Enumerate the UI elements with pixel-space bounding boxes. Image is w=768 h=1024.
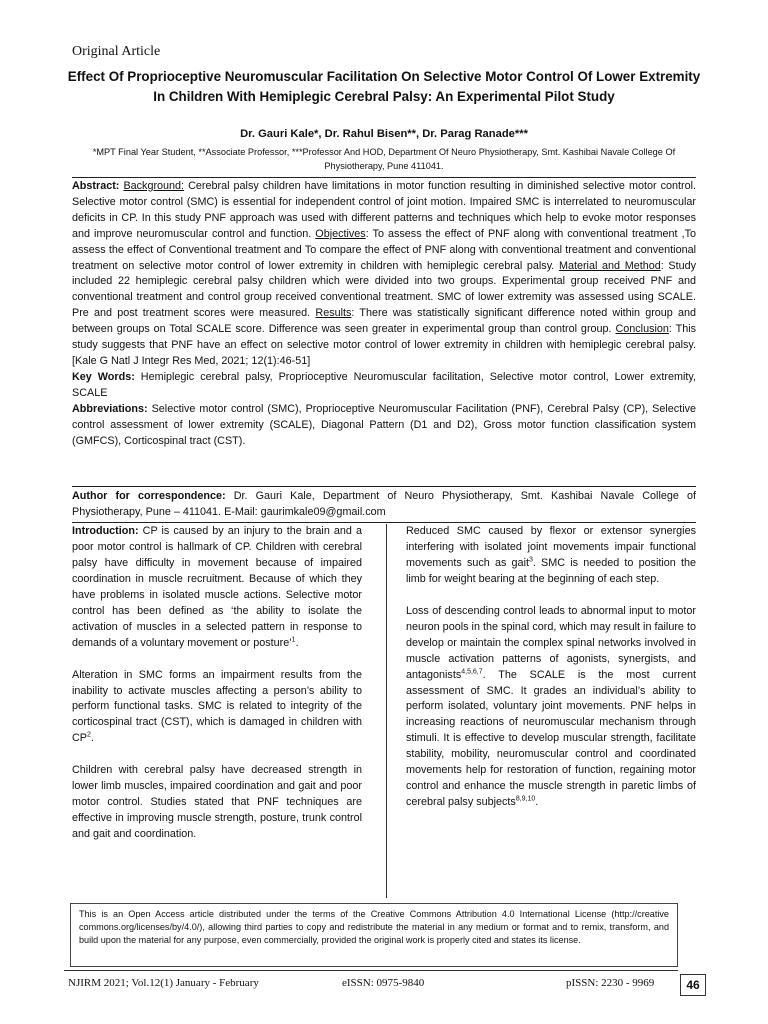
keywords-label: Key Words: <box>72 370 135 383</box>
citation-ref: 8,9,10 <box>515 795 536 803</box>
citation-ref: 2 <box>87 731 91 739</box>
footer-eissn: eISSN: 0975-9840 <box>342 977 425 989</box>
results-text: : There was statistically significant difference noted within group and between groups on Total SCALE score. Difference was seen greater in experimental group than control group. <box>72 307 697 336</box>
objectives-text: : To assess the effect of PNF along with conventional treatment ,To assess the effect of Conventional treatment and To compare the effect of PNF along with conventional treatment and conventional treatment on selective motor control of lower extremity in children with hemiplegic cerebral palsy. <box>72 227 696 272</box>
page-footer <box>64 970 704 996</box>
abbreviations-label: Abbreviations: <box>72 402 148 415</box>
license-box <box>70 903 678 967</box>
method-label: Material and Method <box>558 259 661 272</box>
method-text: : Study included 22 hemiplegic cerebral palsy children which were divided into two groups. Experimental group received PNF and conventional treatment and control group received conventional treatment. SMC of lower extremity was assessed using SCALE. Pre and post treatment scores were measured. <box>72 259 696 320</box>
article-title: Effect Of Proprioceptive Neuromuscular Facilitation On Selective Motor Control Of Lower Extremity In Children With Hemiplegic Cerebral Palsy: An Experimental Pilot Study <box>67 69 701 104</box>
body-column-left: Introduction: CP is caused by an injury to the brain and a poor motor control is hallmark of CP. Children with cerebral palsy have difficulty in movement because of impaired coordination in muscle recruitment. Because of which they have problems in isolated muscle actions. Selective motor control has been defined as ‘the ability to isolate the activation of muscles in a selected pattern in response to demands of a voluntary movement or posture’$^1$. Alteration in SMC forms an impairment results from the inability to activate muscles affecting a person’s ability to perform functional tasks. SMC is related to integrity of the corticospinal tract (CST), which is damaged in children with $CP^2$. Children with cerebral palsy have decreased strength in lower limb muscles, impaired coordination and gait and poor motor control. Studies stated that PNF techniques are effective in improving muscle strength, posture, trunk control and gait and coordination. <box>72 525 362 841</box>
right-paragraph-1-tail: . SMC is needed to position the limb for weight bearing at the beginning of each step. <box>406 556 697 585</box>
page-number: 46 <box>680 974 706 996</box>
citation-ref: 3 <box>528 556 533 564</box>
conclusion-label: Conclusion <box>615 323 669 336</box>
results-label: Results <box>315 307 352 320</box>
background-label: Background: <box>123 180 185 192</box>
column-divider <box>386 524 387 898</box>
citation-ref: 4,5,6,7 <box>461 667 483 675</box>
background-text: Cerebral palsy children have limitations in motor function resulting in diminished selective motor control. Selective motor control (SMC) is essential for independent control of joint motion. Impaired SMC is interrelated to neuromuscular deficits in CP. In this study PNF approach was used with different patterns and techniques which help to evoke motor responses and improve neuromuscular control and function. <box>72 180 696 240</box>
correspondence-label: Author for correspondence: <box>72 490 226 502</box>
abstract <box>72 179 696 449</box>
abbreviations-text: Selective motor control (SMC), Proprioceptive Neuromuscular Facilitation (PNF), Cerebral Palsy (CP), Selective control assessment of lower extremity (SCALE), Diagonal Pattern (D1 and D2), Gross motor function classification system (GMFCS), Corticospinal tract (CST). <box>72 402 696 447</box>
introduction-label: Introduction: <box>72 525 139 537</box>
keywords-text: Hemiplegic cerebral palsy, Proprioceptive Neuromuscular facilitation, Selective motor control, Lower extremity, SCALE <box>72 370 696 399</box>
correspondence-text: Dr. Gauri Kale, Department of Neuro Physiotherapy, Smt. Kashibai Navale College of Physiotherapy, Pune – 411041. E-Mail: gaurimkale09@gmail.com <box>72 490 696 518</box>
divider-body <box>72 522 696 523</box>
footer-journal: NJIRM 2021; Vol.12(1) January - February <box>68 977 259 989</box>
body-column-right: Reduced SMC caused by flexor or extensor synergies interfering with isolated joint movements impair functional movements such as gait$^3$. SMC is needed to position the limb for weight bearing at the beginning of each step. Loss of descending control leads to abnormal input to motor neuron pools in the spinal cord, which may result in failure to develop or maintain the complex spinal networks involved in muscle activation patterns of agonists, synergists, and antagonists$^{4,5,6,7}$. The SCALE is the most current assessment of SMC. It grades an individual’s ability to perform isolated, voluntary joint movements. PNF helps in increasing reactions of neuromuscular mechanism through stimuli. It is effective to develop muscular strength, facilitate stability, mobility, neuromuscular control and coordinated movements help for restoration of function, regaining motor control and enhance the muscle strength in paretic limbs of cerebral palsy subjects$^{8,9,10}$. <box>406 525 697 809</box>
footer-rule <box>64 970 678 971</box>
intro-paragraph-3: Children with cerebral palsy have decreased strength in lower limb muscles, impaired coordination and gait and poor motor control. Studies stated that PNF techniques are effective in improving muscle strength, posture, trunk control and gait and coordination. <box>72 764 362 841</box>
conclusion-text: : This study suggests that PNF have an effect on selective motor control of lower extremity in children with hemiplegic cerebral palsy. [Kale G Natl J Integr Res Med, 2021; 12(1):46-51] <box>72 323 696 367</box>
footer-pissn: pISSN: 2230 - 9969 <box>566 977 655 989</box>
right-paragraph-2: Loss of descending control leads to abnormal input to motor neuron pools in the spinal cord, which may result in failure to develop or maintain the complex spinal networks involved in muscle activation patterns of agonists, synergists, and antagonists <box>406 604 696 681</box>
divider-top <box>72 177 696 178</box>
abstract-label: Abstract: <box>72 180 120 192</box>
article-affiliation: *MPT Final Year Student, **Associate Professor, ***Professor And HOD, Department Of Neuro Physiotherapy, Smt. Kashibai Navale College Of Physiotherapy, Pune 411041. <box>92 147 676 171</box>
article-authors: Dr. Gauri Kale*, Dr. Rahul Bisen**, Dr. Parag Ranade*** <box>240 128 528 140</box>
correspondence <box>72 489 696 521</box>
objectives-label: Objectives <box>315 227 366 240</box>
right-paragraph-2-tail: . The SCALE is the most current assessment of SMC. It grades an individual’s ability to perform isolated, voluntary joint movements. PNF helps in increasing reactions of neuromuscular mechanism through stimuli. It is effective to develop muscular strength, facilitate stability, mobility, neuromuscular control and coordinated movements help for restoration of function, regaining motor control and enhance the muscle strength in paretic limbs of cerebral palsy subjects <box>406 668 696 809</box>
citation-ref: 1 <box>291 636 296 644</box>
right-paragraph-1: Reduced SMC caused by flexor or extensor synergies interfering with isolated joint movements impair functional movements such as gait <box>406 525 696 569</box>
intro-paragraph-2: Alteration in SMC forms an impairment results from the inability to activate muscles affecting a person’s ability to perform functional tasks. SMC is related to integrity of the corticospinal tract (CST), which is damaged in children with CP <box>72 668 362 745</box>
section-label: Original Article <box>72 44 161 59</box>
license-text: This is an Open Access article distributed under the terms of the Creative Commons Attribution 4.0 International License (http://creative commons.org/licenses/by/4.0/), allowing third parties to copy and redistribute the material in any medium or format and to remix, transform, and build upon the material for any purpose, even commercially, provided the original work is properly cited and states its license. <box>79 909 669 946</box>
intro-paragraph-1: CP is caused by an injury to the brain and a poor motor control is hallmark of CP. Children with cerebral palsy have difficulty in movement because of impaired coordination in muscle recruitment. Because of which they have problems in isolated muscle actions. Selective motor control has been defined as ‘the ability to isolate the activation of muscles in a selected pattern in response to demands of a voluntary movement or posture’ <box>72 525 362 649</box>
divider-mid <box>72 486 696 487</box>
